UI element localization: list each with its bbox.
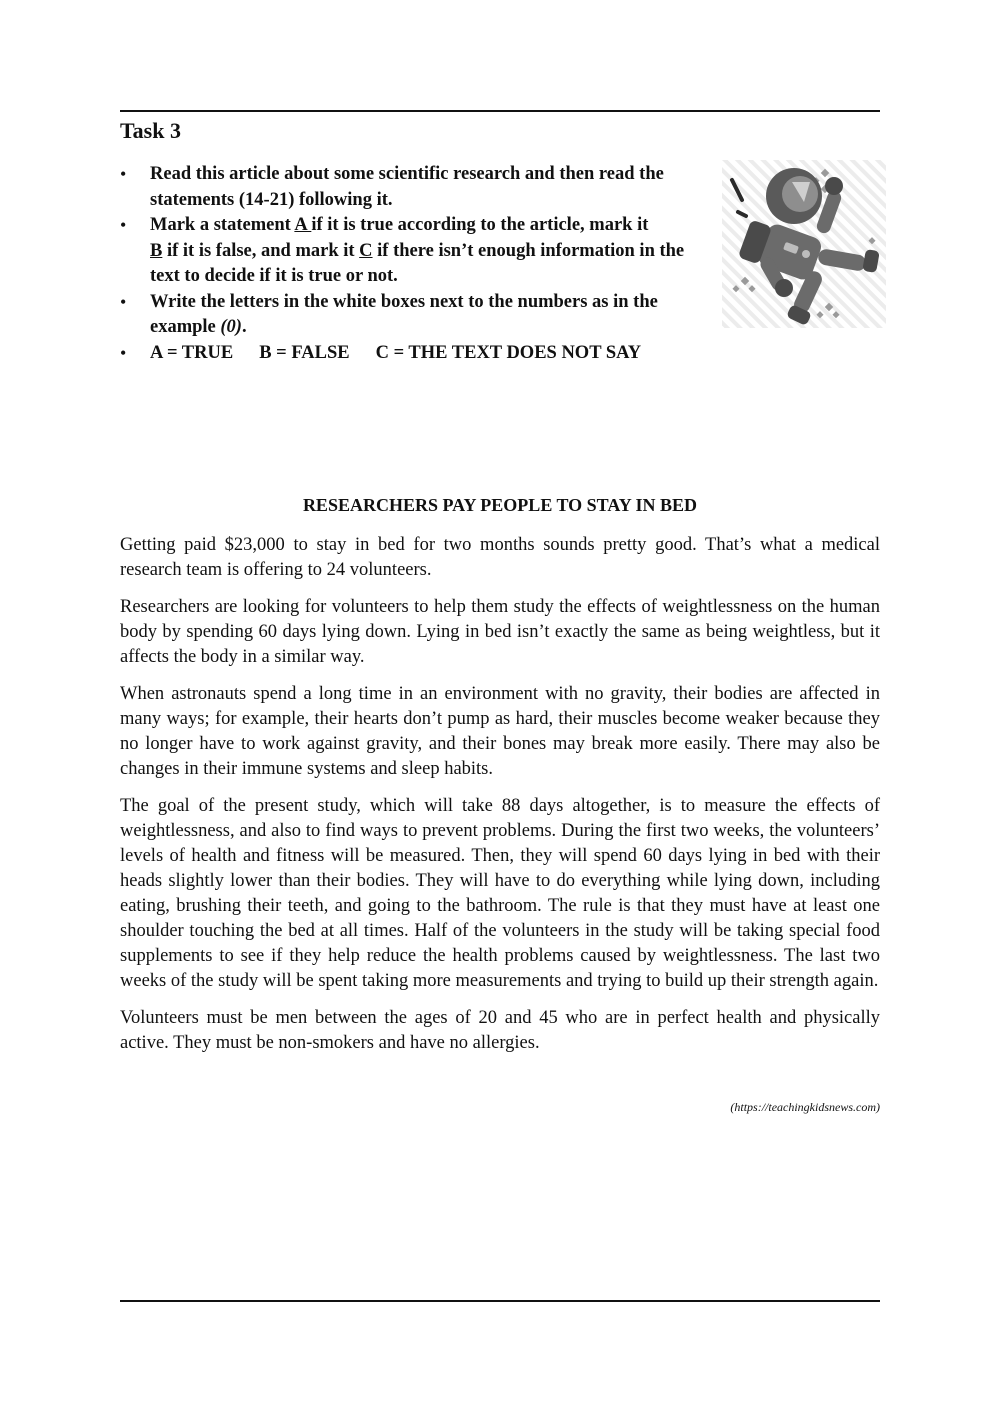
article-paragraph: Getting paid $23,000 to stay in bed for two months sounds pretty good. That’s what a medical research team is offering to 24 volunteers. xyxy=(120,535,880,580)
article-body xyxy=(120,533,880,1068)
instruction-text: Mark a statement xyxy=(150,215,295,235)
article-title: RESEARCHERS PAY PEOPLE TO STAY IN BED xyxy=(302,495,698,515)
option-a-letter: A xyxy=(294,215,312,235)
example-marker: (0) xyxy=(220,317,242,337)
answer-legend xyxy=(120,341,710,367)
astronaut-icon xyxy=(722,160,886,328)
instruction-item xyxy=(120,162,710,213)
option-c-letter: C xyxy=(359,240,373,261)
instruction-text: Read this article about some scientific research and then read the statements (14-21) following it. xyxy=(150,164,664,210)
instruction-item xyxy=(120,290,710,341)
bottom-rule xyxy=(120,1300,880,1302)
instruction-text: if it is true according to the article, mark it xyxy=(311,215,649,235)
instruction-text: Write the letters in the white boxes next to the numbers as in the example xyxy=(150,291,658,337)
instruction-text: if there isn’t enough information in the text to decide if it is true or not. xyxy=(150,240,685,286)
article-paragraph: Volunteers must be men between the ages of 20 and 45 who are in perfect health and physically active. They must be non-smokers and have no allergies. xyxy=(120,1008,880,1053)
legend-true: A = TRUE xyxy=(150,342,234,363)
article-paragraph: The goal of the present study, which will take 88 days altogether, is to measure the effects of weightlessness, and also to find ways to prevent problems. During the first two weeks, the volunteers’ levels of health and fitness will be measured. Then, they will spend 60 days lying in bed with their heads slightly lower than their bodies. They will have to do everything while lying down, including eating, brushing their teeth, and going to the bathroom. The rule is that they must have at least one shoulder touching the bed at all times. Half of the volunteers in the study will be taking special food supplements to see if they help reduce the health problems caused by weightlessness. The last two weeks of the study will be spent taking more measurements and trying to build up their strength again. xyxy=(120,796,880,991)
option-b-letter: B xyxy=(150,240,163,261)
legend-false: B = FALSE xyxy=(259,342,350,363)
instruction-text: if it is false, and mark it xyxy=(162,240,360,261)
source-citation: (https://teachingkidsnews.com) xyxy=(730,1100,880,1114)
task-title: Task 3 xyxy=(120,118,181,143)
instructions-list xyxy=(120,162,710,366)
article-paragraph: When astronauts spend a long time in an environment with no gravity, their bodies are affected in many ways; for example, their hearts don’t pump as hard, their muscles become weaker because they no longer have to work against gravity, and their bones may break more easily. There may also be changes in their immune systems and sleep habits. xyxy=(120,684,880,779)
top-rule xyxy=(120,110,880,112)
instruction-item xyxy=(120,213,710,290)
legend-not-say: C = THE TEXT DOES NOT SAY xyxy=(375,342,642,363)
instruction-text: . xyxy=(241,317,247,337)
article-paragraph: Researchers are looking for volunteers to help them study the effects of weightlessness on the human body by spending 60 days lying down. Lying in bed isn’t exactly the same as being weightless, but it affects the body in a similar way. xyxy=(120,597,880,667)
